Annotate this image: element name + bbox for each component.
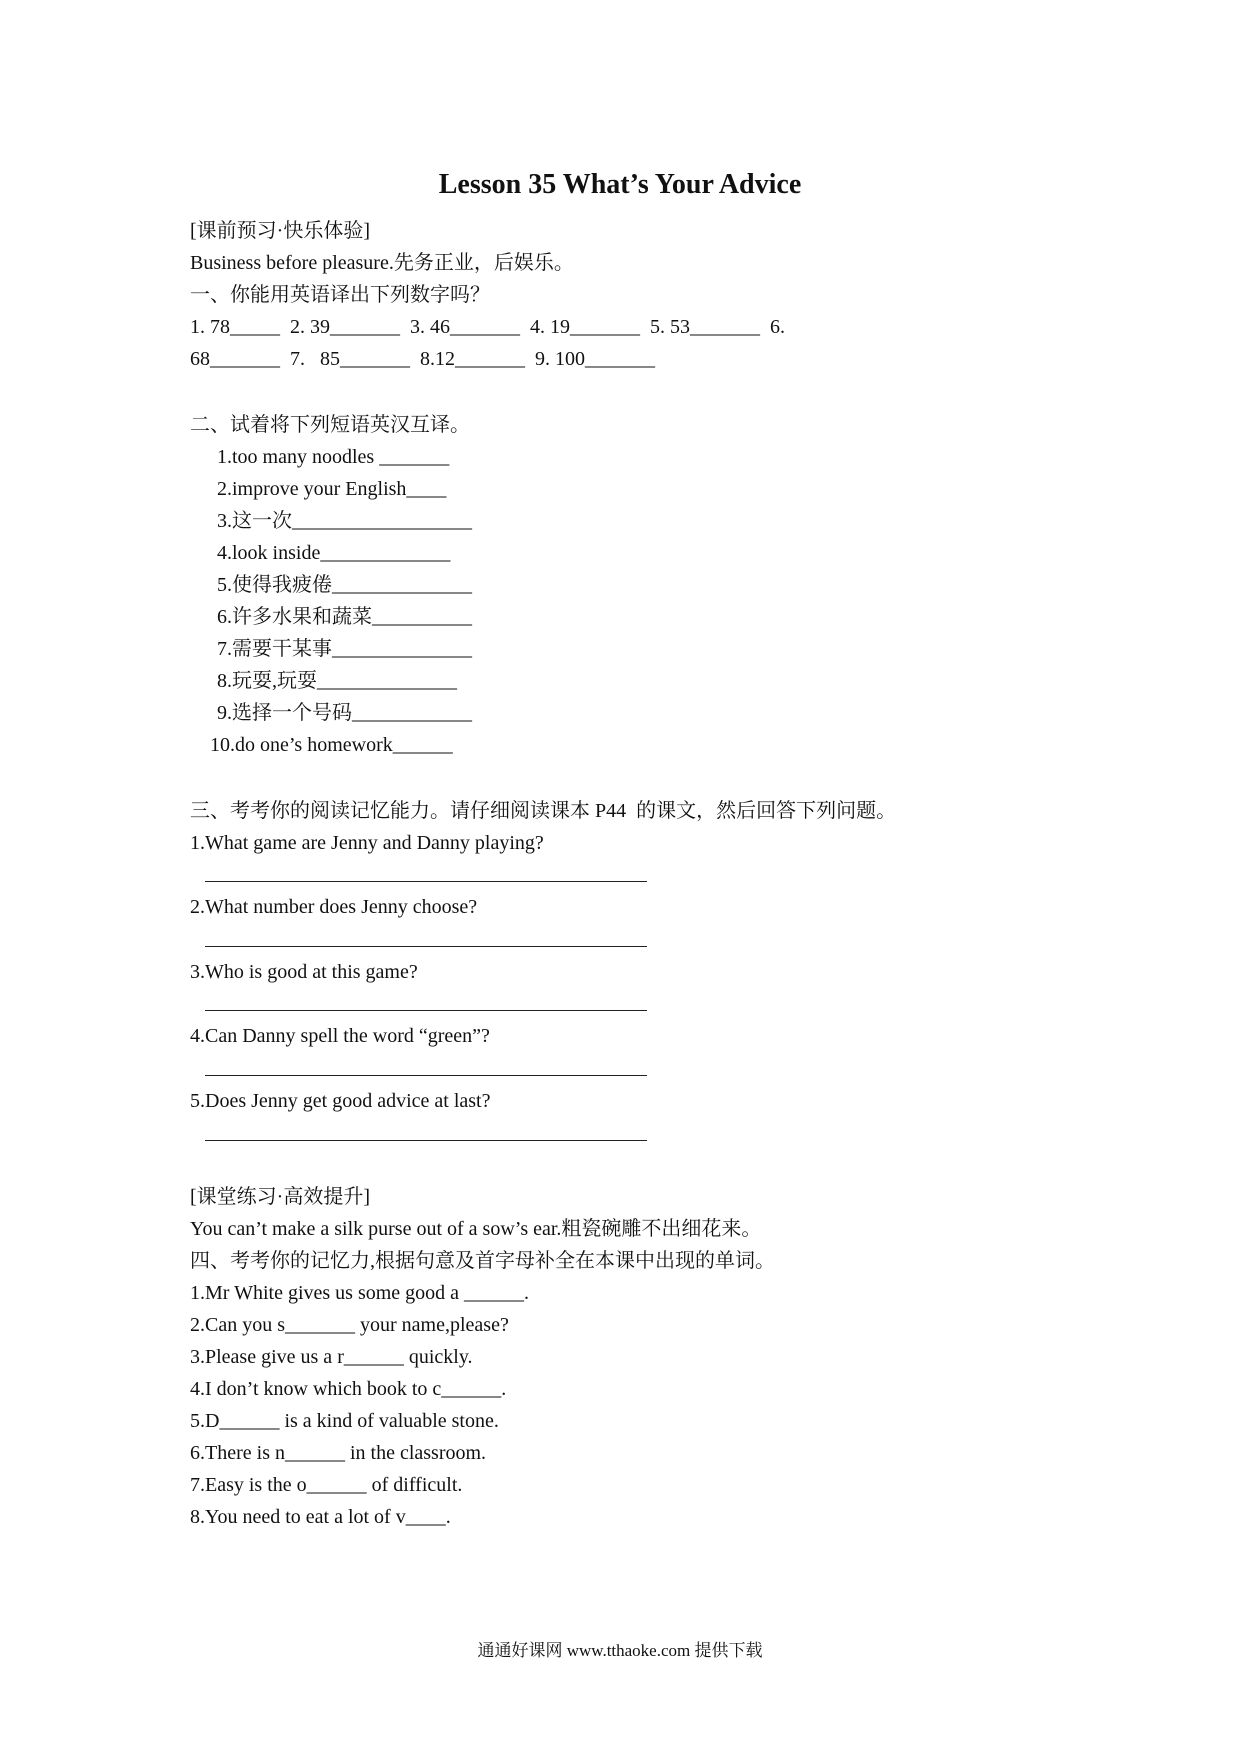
worksheet-title: Lesson 35 What’s Your Advice [438,169,802,200]
reading-question: 5.Does Jenny get good advice at last? [190,1090,491,1112]
reading-question: 2.What number does Jenny choose? [190,896,478,918]
fill-in-item: 4.I don’t know which book to c______. [190,1378,507,1400]
proverb-line: Business before pleasure.先务正业，后娱乐。 [190,252,574,274]
phrase-item: 10.do one’s homework______ [210,734,453,756]
section3-heading: 三、考考你的阅读记忆能力。请仔细阅读课本 P44 的课文，然后回答下列问题。 [190,800,897,822]
answer-line [205,946,647,947]
reading-question: 3.Who is good at this game? [190,961,418,983]
numbers-row-2: 68_______ 7. 85_______ 8.12_______ 9. 100_______ [190,348,655,370]
phrase-item: 9.选择一个号码____________ [217,702,472,724]
fill-in-item: 1.Mr White gives us some good a ______. [190,1282,530,1304]
phrase-item: 2.improve your English____ [217,478,447,500]
phrase-item: 8.玩耍,玩耍______________ [217,670,457,692]
fill-in-item: 2.Can you s_______ your name,please? [190,1314,509,1336]
fill-in-item: 5.D______ is a kind of valuable stone. [190,1410,499,1432]
fill-in-item: 7.Easy is the o______ of difficult. [190,1474,463,1496]
section4-heading: 四、考考你的记忆力,根据句意及首字母补全在本课中出现的单词。 [190,1250,775,1272]
fill-in-item: 3.Please give us a r______ quickly. [190,1346,473,1368]
proverb-line: You can’t make a silk purse out of a sow’s ear.粗瓷碗雕不出细花来。 [190,1218,762,1240]
numbers-row-1: 1. 78_____ 2. 39_______ 3. 46_______ 4. 19_______ 5. 53_______ 6. [190,316,785,338]
phrase-item: 3.这一次__________________ [217,510,472,532]
preview-section-header: [课前预习·快乐体验] [190,220,370,242]
phrase-item: 4.look inside_____________ [217,542,451,564]
phrase-item: 7.需要干某事______________ [217,638,472,660]
section1-heading: 一、你能用英语译出下列数字吗？ [190,284,490,306]
fill-in-item: 8.You need to eat a lot of v____. [190,1506,451,1528]
phrase-item: 5.使得我疲倦______________ [217,574,472,596]
answer-line [205,1075,647,1076]
answer-line [205,1140,647,1141]
reading-question: 1.What game are Jenny and Danny playing? [190,832,544,854]
answer-line [205,1010,647,1011]
phrase-item: 1.too many noodles _______ [217,446,450,468]
phrase-item: 6.许多水果和蔬菜__________ [217,606,472,628]
fill-in-item: 6.There is n______ in the classroom. [190,1442,487,1464]
section2-heading: 二、试着将下列短语英汉互译。 [190,414,470,436]
answer-line [205,881,647,882]
reading-question: 4.Can Danny spell the word “green”? [190,1025,490,1047]
class-section-header: [课堂练习·高效提升] [190,1186,370,1208]
page-footer: 通通好课网 www.tthaoke.com 提供下载 [477,1641,763,1660]
